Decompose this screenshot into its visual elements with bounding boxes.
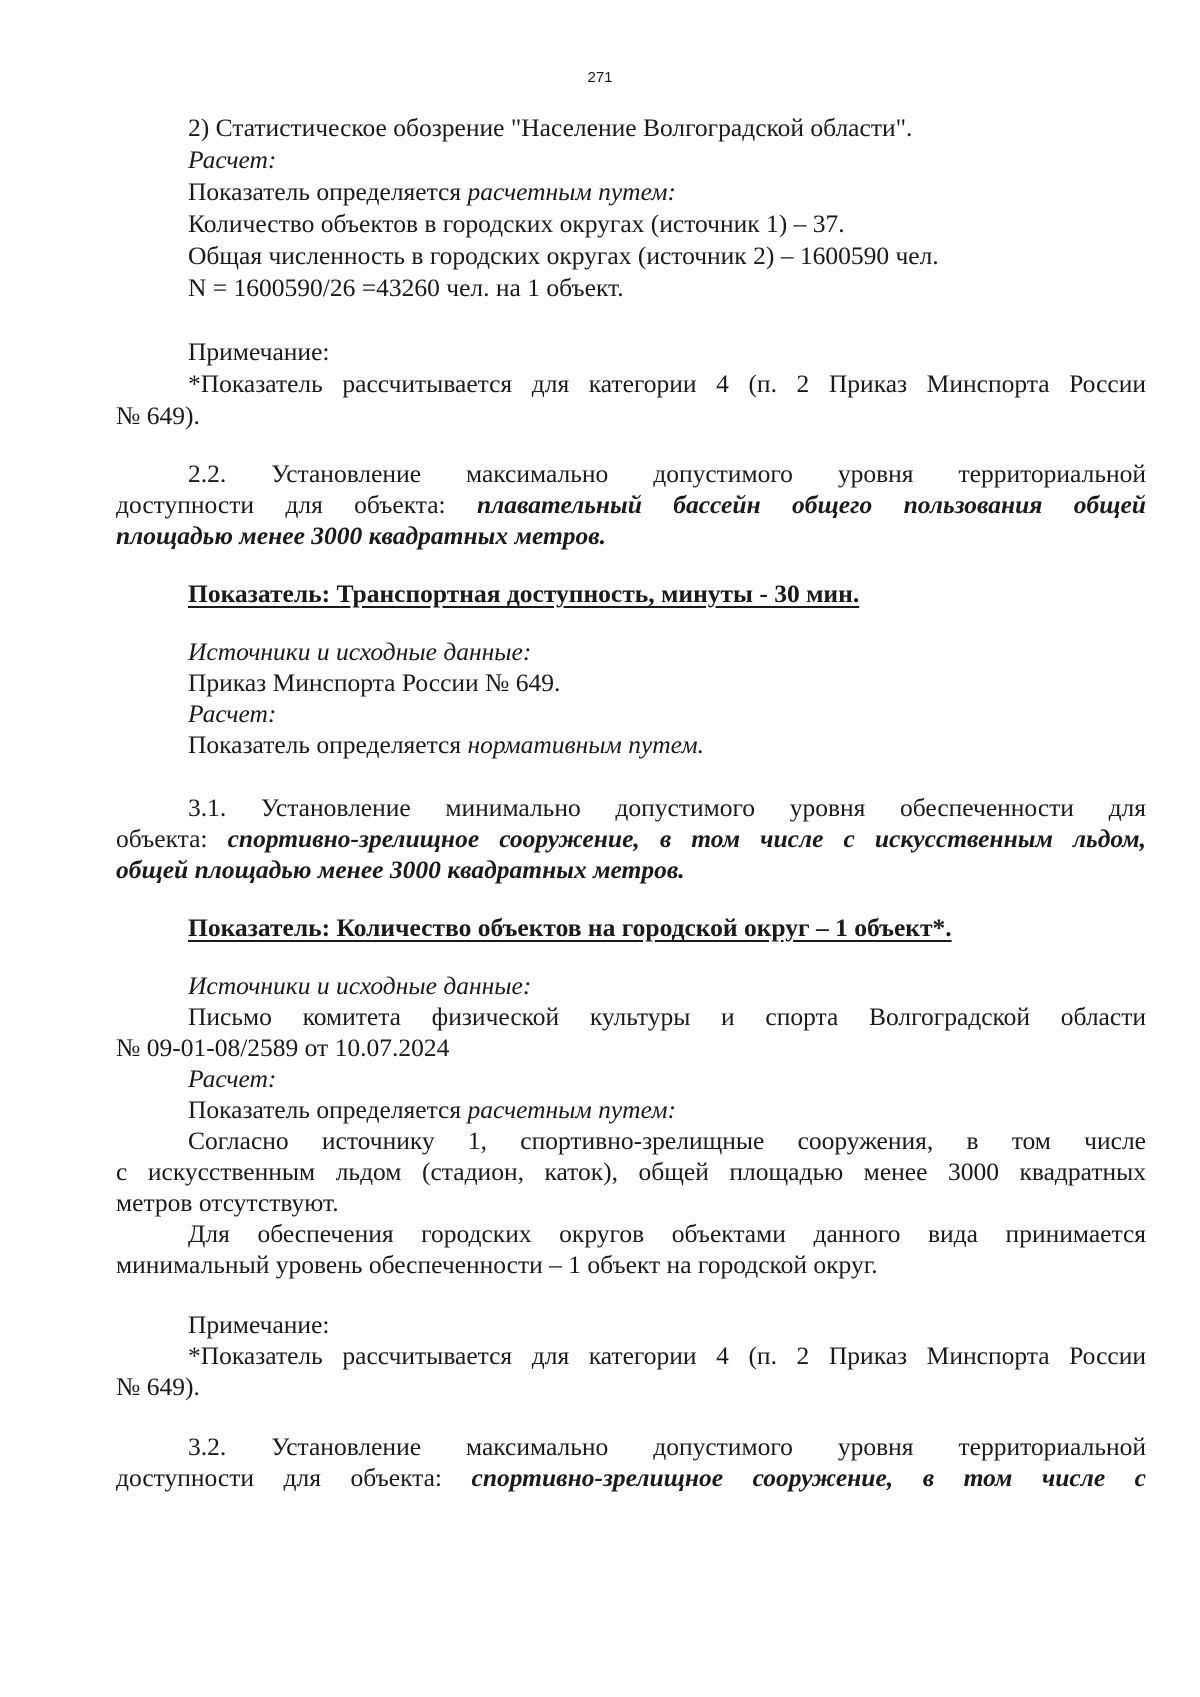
note-label: Примечание:: [188, 337, 330, 366]
paragraph-1-line-3: метров отсутствуют.: [116, 1188, 339, 1217]
section-3-2-line-1: 3.2. Установление максимально допустимого уровня территориальной: [188, 1432, 1146, 1461]
method-prefix: Показатель определяется: [188, 730, 468, 759]
section-3-1-object: спортивно-зрелищное сооружение, в том числе с искусственным льдом,: [227, 824, 1146, 853]
paragraph-1-line-1: Согласно источнику 1, спортивно-зрелищные сооружения, в том числе: [188, 1126, 1146, 1155]
note-line-2: № 649).: [116, 1372, 200, 1401]
method-value: расчетным путем:: [467, 177, 677, 206]
section-2-2-line-3: площадью менее 3000 квадратных метров.: [116, 521, 607, 550]
paragraph-2-line-2: минимальный уровень обеспеченности – 1 объект на городской округ.: [116, 1250, 878, 1279]
section-3-2-object: спортивно-зрелищное сооружение, в том числе с: [471, 1463, 1146, 1492]
population-line: Общая численность в городских округах (источник 2) – 1600590 чел.: [188, 241, 939, 270]
indicator-object-count: Показатель: Количество объектов на городской округ – 1 объект*.: [188, 913, 952, 942]
method-line: [188, 729, 704, 761]
note-line-1: *Показатель рассчитывается для категории 4 (п. 2 Приказ Минспорта России: [188, 1341, 1146, 1370]
note-label: Примечание:: [188, 1310, 330, 1339]
section-2-2-object: плавательный бассейн общего пользования общей: [476, 490, 1146, 519]
method-line: [188, 1094, 676, 1126]
section-3-1-line-3: общей площадью менее 3000 квадратных метров.: [116, 855, 685, 884]
count-line: Количество объектов в городских округах (источник 1) – 37.: [188, 209, 845, 238]
note-line-1: *Показатель рассчитывается для категории 4 (п. 2 Приказ Минспорта России: [188, 369, 1146, 398]
section-3-1-prefix: объекта:: [116, 824, 228, 853]
indicator-transport: Показатель: Транспортная доступность, минуты - 30 мин.: [188, 579, 860, 608]
page-number: 271: [587, 69, 613, 86]
sources-label: Источники и исходные данные:: [188, 637, 532, 666]
calc-label: Расчет:: [188, 699, 277, 728]
source-order: Приказ Минспорта России № 649.: [188, 668, 561, 697]
letter-line-1: Письмо комитета физической культуры и спорта Волгоградской области: [188, 1002, 1146, 1031]
formula-line: N = 1600590/26 =43260 чел. на 1 объект.: [188, 273, 624, 302]
letter-line-2: № 09-01-08/2589 от 10.07.2024: [116, 1033, 450, 1062]
section-3-2-prefix: доступности для объекта:: [116, 1463, 472, 1492]
paragraph-1-line-2: с искусственным льдом (стадион, каток), общей площадью менее 3000 квадратных: [116, 1157, 1146, 1186]
method-value: нормативным путем.: [467, 730, 705, 759]
method-value: расчетным путем:: [467, 1095, 677, 1124]
calc-label: Расчет:: [188, 1064, 277, 1093]
sources-label: Источники и исходные данные:: [188, 971, 532, 1000]
source-2-line: 2) Статистическое обозрение "Население Волгоградской области".: [188, 113, 913, 142]
method-prefix: Показатель определяется: [188, 1095, 468, 1124]
section-2-2-prefix: доступности для объекта:: [116, 490, 477, 519]
section-2-2-line-1: 2.2. Установление максимально допустимого уровня территориальной: [188, 459, 1146, 488]
method-prefix: Показатель определяется: [188, 177, 468, 206]
section-2-2-line-2: [116, 489, 1146, 521]
paragraph-2-line-1: Для обеспечения городских округов объектами данного вида принимается: [188, 1219, 1146, 1248]
calc-label: Расчет:: [188, 145, 277, 174]
method-line: [188, 176, 676, 208]
note-line-2: № 649).: [116, 401, 200, 430]
section-3-1-line-2: [116, 823, 1146, 855]
section-3-2-line-2: [116, 1462, 1146, 1494]
section-3-1-line-1: 3.1. Установление минимально допустимого уровня обеспеченности для: [188, 793, 1146, 822]
